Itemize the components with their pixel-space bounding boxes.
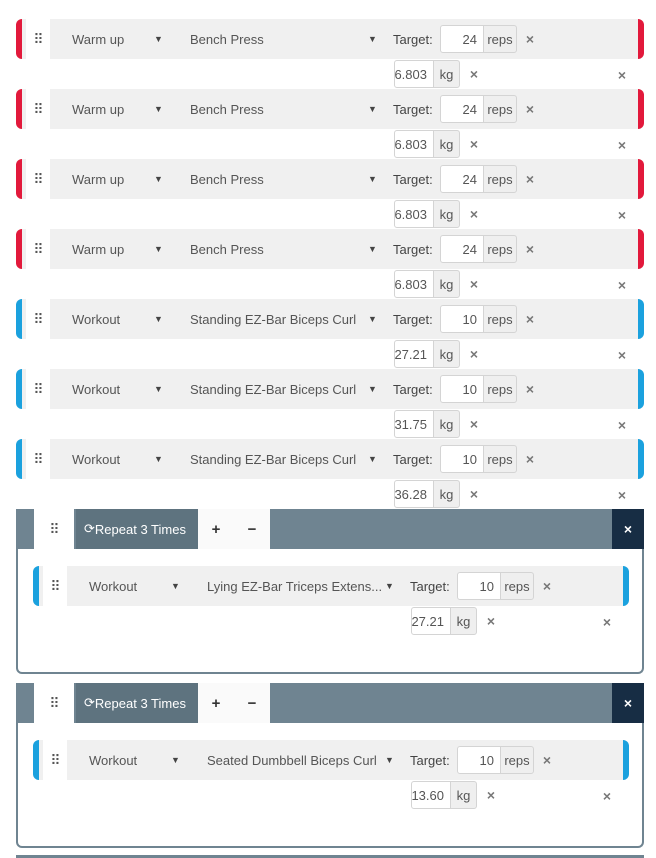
add-repeat-button[interactable]: + [198, 683, 234, 723]
remove-step-icon[interactable]: × [602, 614, 612, 630]
weight-input[interactable]: 6.803 [394, 130, 434, 158]
remove-step-icon[interactable]: × [617, 487, 627, 503]
weight-input[interactable]: 31.75 [394, 410, 434, 438]
step-color-edge-right [623, 566, 629, 606]
reps-unit-label: reps [500, 572, 534, 600]
step-color-edge-left [16, 159, 22, 199]
weight-input[interactable]: 6.803 [394, 200, 434, 228]
chevron-down-icon[interactable]: ▼ [154, 174, 163, 184]
exercise-label: Bench Press [190, 101, 264, 117]
chevron-down-icon[interactable]: ▼ [154, 454, 163, 464]
remove-weight-icon[interactable]: × [469, 206, 479, 222]
remove-target-icon[interactable]: × [542, 578, 552, 594]
chevron-down-icon[interactable]: ▼ [368, 174, 377, 184]
repeat-header [16, 509, 644, 549]
reps-input[interactable]: 10 [440, 445, 484, 473]
reps-unit-label: reps [483, 305, 517, 333]
reps-input[interactable]: 10 [440, 305, 484, 333]
step-type-label: Warm up [72, 171, 125, 187]
drag-handle-icon[interactable]: ⠿ [34, 683, 74, 723]
step-color-edge-left [16, 369, 22, 409]
chevron-down-icon[interactable]: ▼ [154, 244, 163, 254]
remove-target-icon[interactable]: × [525, 381, 535, 397]
step-type-dropdown[interactable] [72, 159, 190, 199]
workout-step [16, 19, 644, 89]
step-color-edge-right [638, 439, 644, 479]
remove-weight-icon[interactable]: × [469, 486, 479, 502]
exercise-label: Lying EZ-Bar Triceps Extens... [207, 578, 383, 594]
step-type-label: Workout [72, 311, 121, 327]
step-color-edge-right [638, 229, 644, 269]
remove-target-icon[interactable]: × [542, 752, 552, 768]
remove-target-icon[interactable]: × [525, 101, 535, 117]
weight-input[interactable]: 13.60 [411, 781, 451, 809]
reps-unit-label: reps [483, 95, 517, 123]
reps-input[interactable]: 24 [440, 95, 484, 123]
weight-unit-label: kg [433, 130, 460, 158]
drag-handle-icon[interactable]: ⠿ [34, 509, 74, 549]
step-type-dropdown[interactable] [89, 740, 207, 780]
weight-unit-label: kg [433, 340, 460, 368]
remove-step-icon[interactable]: × [617, 67, 627, 83]
chevron-down-icon[interactable]: ▼ [385, 581, 394, 591]
remove-step-icon[interactable]: × [617, 137, 627, 153]
remove-target-icon[interactable]: × [525, 311, 535, 327]
step-color-edge-right [638, 159, 644, 199]
drag-handle-icon[interactable]: ⠿ [26, 159, 50, 199]
step-type-label: Workout [89, 578, 138, 594]
drag-handle-icon[interactable]: ⠿ [26, 229, 50, 269]
exercise-dropdown[interactable] [207, 740, 403, 780]
chevron-down-icon[interactable]: ▼ [154, 34, 163, 44]
step-color-edge-right [638, 299, 644, 339]
exercise-dropdown[interactable] [190, 159, 386, 199]
drag-handle-icon[interactable]: ⠿ [26, 369, 50, 409]
drag-handle-icon[interactable]: ⠿ [26, 439, 50, 479]
chevron-down-icon[interactable]: ▼ [368, 104, 377, 114]
exercise-label: Bench Press [190, 171, 264, 187]
chevron-down-icon[interactable]: ▼ [154, 384, 163, 394]
step-color-edge-left [33, 566, 39, 606]
remove-target-icon[interactable]: × [525, 241, 535, 257]
step-color-edge-left [16, 439, 22, 479]
repeat-count-text: Repeat 3 Times [94, 695, 186, 711]
reps-unit-label: reps [483, 445, 517, 473]
workout-step [16, 299, 644, 369]
reps-input[interactable]: 24 [440, 165, 484, 193]
chevron-down-icon[interactable]: ▼ [368, 34, 377, 44]
target-label: Target: [410, 752, 450, 768]
weight-input[interactable]: 6.803 [394, 270, 434, 298]
step-type-label: Warm up [72, 31, 125, 47]
workout-step [16, 369, 644, 439]
drag-handle-icon[interactable]: ⠿ [26, 299, 50, 339]
step-color-edge-left [16, 19, 22, 59]
repeat-label[interactable] [76, 509, 198, 549]
remove-step-icon[interactable]: × [617, 207, 627, 223]
weight-unit-label: kg [450, 607, 477, 635]
step-color-edge-right [638, 369, 644, 409]
step-type-dropdown[interactable] [72, 369, 190, 409]
step-type-dropdown[interactable] [72, 229, 190, 269]
reps-unit-label: reps [483, 165, 517, 193]
exercise-dropdown[interactable] [190, 369, 386, 409]
reps-input[interactable]: 10 [457, 746, 501, 774]
exercise-label: Seated Dumbbell Biceps Curl [207, 752, 377, 768]
chevron-down-icon[interactable]: ▼ [154, 314, 163, 324]
step-color-edge-left [16, 229, 22, 269]
weight-unit-label: kg [433, 200, 460, 228]
chevron-down-icon[interactable]: ▼ [368, 314, 377, 324]
remove-weight-icon[interactable]: × [469, 276, 479, 292]
target-label: Target: [393, 101, 433, 117]
exercise-dropdown[interactable] [190, 229, 386, 269]
remove-weight-icon[interactable]: × [469, 136, 479, 152]
step-color-edge-right [638, 89, 644, 129]
reps-unit-label: reps [483, 375, 517, 403]
step-type-dropdown[interactable] [72, 439, 190, 479]
exercise-dropdown[interactable] [207, 566, 403, 606]
remove-target-icon[interactable]: × [525, 171, 535, 187]
remove-weight-icon[interactable]: × [486, 787, 496, 803]
remove-weight-icon[interactable]: × [486, 613, 496, 629]
target-label: Target: [393, 311, 433, 327]
exercise-dropdown[interactable] [190, 439, 386, 479]
step-type-dropdown[interactable] [72, 19, 190, 59]
reps-input[interactable]: 24 [440, 235, 484, 263]
exercise-label: Standing EZ-Bar Biceps Curl [190, 381, 357, 397]
repeat-header [16, 683, 644, 723]
chevron-down-icon[interactable]: ▼ [368, 454, 377, 464]
workout-step [16, 159, 644, 229]
close-icon[interactable]: × [612, 509, 644, 549]
add-repeat-button[interactable]: + [198, 509, 234, 549]
repeat-icon: ⟳ [84, 695, 95, 710]
step-type-dropdown[interactable] [72, 299, 190, 339]
weight-input[interactable]: 6.803 [394, 60, 434, 88]
workout-step [16, 439, 644, 509]
remove-repeat-button[interactable]: − [234, 509, 270, 549]
weight-input[interactable]: 27.21 [394, 340, 434, 368]
remove-repeat-button[interactable]: − [234, 683, 270, 723]
target-label: Target: [393, 451, 433, 467]
weight-unit-label: kg [433, 60, 460, 88]
workout-step [16, 89, 644, 159]
reps-unit-label: reps [483, 235, 517, 263]
reps-unit-label: reps [483, 25, 517, 53]
step-color-edge-left [16, 299, 22, 339]
exercise-dropdown[interactable] [190, 299, 386, 339]
target-label: Target: [410, 578, 450, 594]
repeat-step [33, 740, 629, 810]
chevron-down-icon[interactable]: ▼ [385, 755, 394, 765]
remove-weight-icon[interactable]: × [469, 66, 479, 82]
reps-input[interactable]: 24 [440, 25, 484, 53]
repeat-label[interactable] [76, 683, 198, 723]
step-color-edge-left [16, 89, 22, 129]
remove-step-icon[interactable]: × [602, 788, 612, 804]
target-label: Target: [393, 171, 433, 187]
exercise-label: Standing EZ-Bar Biceps Curl [190, 451, 357, 467]
chevron-down-icon[interactable]: ▼ [171, 755, 180, 765]
step-type-label: Workout [72, 451, 121, 467]
exercise-label: Bench Press [190, 241, 264, 257]
remove-step-icon[interactable]: × [617, 417, 627, 433]
step-color-edge-right [623, 740, 629, 780]
drag-handle-icon[interactable]: ⠿ [43, 566, 67, 606]
chevron-down-icon[interactable]: ▼ [368, 244, 377, 254]
chevron-down-icon[interactable]: ▼ [171, 581, 180, 591]
workout-step [16, 229, 644, 299]
repeat-count-text: Repeat 3 Times [94, 521, 186, 537]
drag-handle-icon[interactable]: ⠿ [43, 740, 67, 780]
drag-handle-icon[interactable]: ⠿ [26, 89, 50, 129]
step-type-label: Warm up [72, 101, 125, 117]
remove-step-icon[interactable]: × [617, 277, 627, 293]
exercise-label: Bench Press [190, 31, 264, 47]
weight-unit-label: kg [433, 270, 460, 298]
step-type-label: Warm up [72, 241, 125, 257]
target-label: Target: [393, 31, 433, 47]
exercise-dropdown[interactable] [190, 19, 386, 59]
remove-weight-icon[interactable]: × [469, 416, 479, 432]
repeat-icon: ⟳ [84, 521, 95, 536]
step-color-edge-right [638, 19, 644, 59]
target-label: Target: [393, 241, 433, 257]
step-type-label: Workout [89, 752, 138, 768]
weight-unit-label: kg [433, 480, 460, 508]
remove-weight-icon[interactable]: × [469, 346, 479, 362]
reps-input[interactable]: 10 [457, 572, 501, 600]
target-label: Target: [393, 381, 433, 397]
repeat-step [33, 566, 629, 636]
close-icon[interactable]: × [612, 683, 644, 723]
drag-handle-icon[interactable]: ⠿ [26, 19, 50, 59]
weight-input[interactable]: 36.28 [394, 480, 434, 508]
weight-input[interactable]: 27.21 [411, 607, 451, 635]
step-type-dropdown[interactable] [72, 89, 190, 129]
exercise-dropdown[interactable] [190, 89, 386, 129]
chevron-down-icon[interactable]: ▼ [154, 104, 163, 114]
weight-unit-label: kg [450, 781, 477, 809]
weight-unit-label: kg [433, 410, 460, 438]
step-type-dropdown[interactable] [89, 566, 207, 606]
step-type-label: Workout [72, 381, 121, 397]
chevron-down-icon[interactable]: ▼ [368, 384, 377, 394]
step-color-edge-left [33, 740, 39, 780]
remove-step-icon[interactable]: × [617, 347, 627, 363]
reps-input[interactable]: 10 [440, 375, 484, 403]
exercise-label: Standing EZ-Bar Biceps Curl [190, 311, 357, 327]
remove-target-icon[interactable]: × [525, 31, 535, 47]
reps-unit-label: reps [500, 746, 534, 774]
remove-target-icon[interactable]: × [525, 451, 535, 467]
